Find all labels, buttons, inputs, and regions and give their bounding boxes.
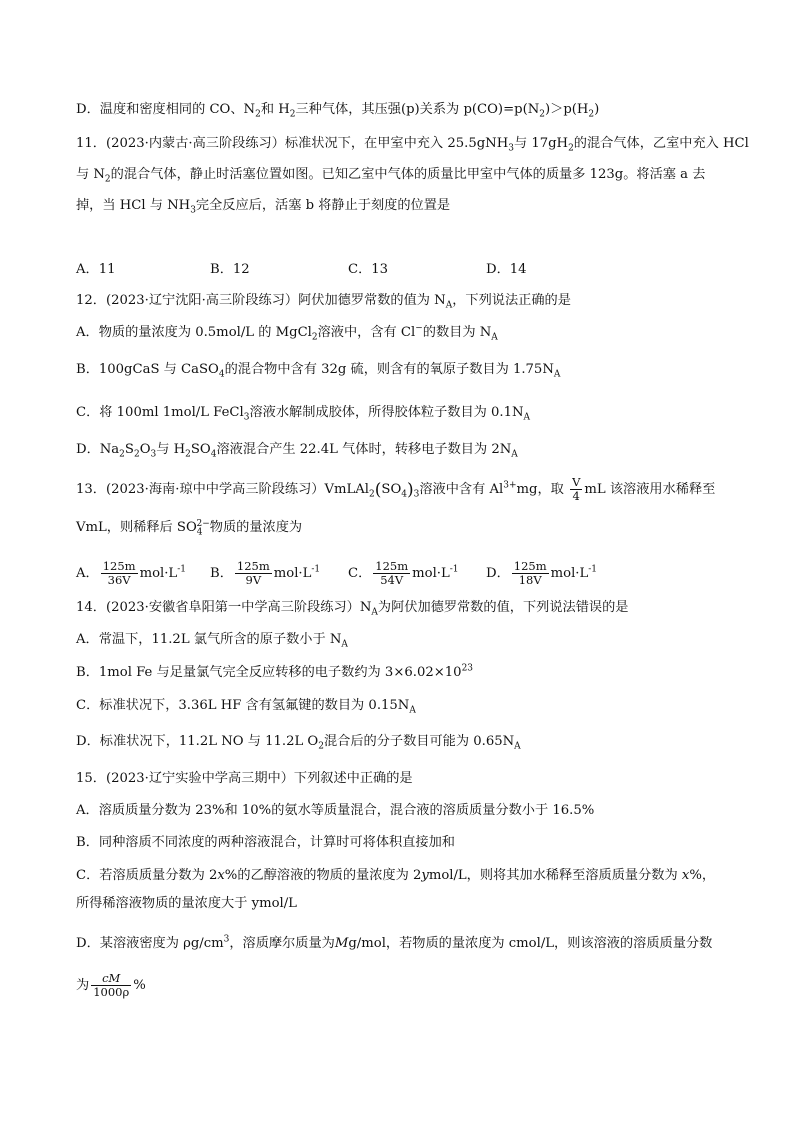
q13-fraction-v4: $\frac{V}{4}$ [572,475,581,503]
q12-option-a: A．物质的量浓度为 0.5mol/L 的 MgCl$_2$溶液中，含有 Cl−的数目为 $N_A$ [76,323,498,343]
q15-option-d-line1: D．某溶液密度为 $\rho g/cm^3$，溶质摩尔质量为Mg/mol，若物质的量浓度为 cmol/L，则该溶液的溶质质量分数 [76,934,713,951]
q11-option-b: B．12 [210,262,250,277]
q14-option-b: B．1mol Fe 与足量氯气完全反应转移的电子数约为 $3\times 6.02\times 10^{23}$ [76,663,474,680]
q15-stem: 15．(2023·辽宁实验中学高三期中）下列叙述中正确的是 [76,771,413,786]
q14-stem: 14．(2023·安徽省阜阳第一中学高三阶段练习）$N_A$为阿伏加德罗常数的值，下列说法错误的是 [76,600,629,618]
q12-option-d: D．$Na_2S_2O_3$与 $H_2SO_4$溶液混合产生 22.4L 气体时，转移电子数目为 $2N_A$ [76,442,518,460]
q13-option-d: D． $\frac{125m}{18V}$ $mol\cdot L^{-1}$ [486,559,598,587]
q13-stem-line2: VmL，则稀释后 $SO_4^{2-}$物质的量浓度为 [76,518,303,538]
q10-option-d: D．温度和密度相同的 CO、$N_2$和 $H_2$三种气体，其压强(p)关系为 $p(CO)=p(N_2)>p(H_2)$ [76,102,600,120]
q11-stem-line2: 与 $N_2$的混合气体，静止时活塞位置如图。已知乙室中气体的质量比甲室中气体的质量多 123g。将活塞 a 去 [76,167,706,185]
q12-option-b: B．100gCaS 与 CaSO$_4$的混合物中含有 32g 硫，则含有的氧原子数目为 $1.75N_A$ [76,362,561,380]
q11-stem-line3: 掉，当 HCl 与 $NH_3$完全反应后，活塞 b 将静止于刻度的位置是 [76,198,451,216]
q14-option-d: D．标准状况下，11.2L NO 与 11.2L $O_2$混合后的分子数目可能为 $0.65N_A$ [76,734,521,752]
q15-option-d-line2: 为 $\frac{cM}{1000\rho}$ % [76,971,146,999]
q11-option-a: A．11 [76,262,116,277]
q15-option-a: A．溶质质量分数为 23%和 10%的氨水等质量混合，混合液的溶质质量分数小于 16.5% [76,803,595,818]
q13-option-b: B． $\frac{125m}{9V}$ $mol\cdot L^{-1}$ [210,559,321,587]
q11-option-c: C．13 [348,262,389,277]
q12-stem: 12．(2023·辽宁沈阳·高三阶段练习）阿伏加德罗常数的值为 $N_A$，下列说法正确的是 [76,293,571,311]
q11-stem-line1: 11．(2023·内蒙古·高三阶段练习）标准状况下，在甲室中充入 25.5gNH$_3$与 $17gH_2$的混合气体，乙室中充入 HCl [76,136,749,154]
q15-option-c-line2: 所得稀溶液物质的量浓度大于 ymol/L [76,896,297,911]
q14-option-a: A．常温下，11.2L 氯气所含的原子数小于 $N_A$ [76,632,348,650]
q15-option-c-line1: C．若溶质质量分数为 2x%的乙醇溶液的物质的量浓度为 2ymol/L，则将其加水稀释至溶质质量分数为 x%， [76,868,716,883]
q11-option-d: D．14 [486,262,527,277]
q13-option-c: C． $\frac{125m}{54V}$ $mol\cdot L^{-1}$ [348,559,459,587]
q15-fraction-cm-1000rho: $\frac{cM}{1000\rho}$ [93,971,130,999]
q13-stem-line1: 13．(2023·海南·琼中中学高三阶段练习）$VmLAl_2(SO_4)_3$溶液中含有 $Al^{3+}mg$，取 $\frac{V}{4}$ mL 该溶液用水稀释至 [76,475,716,503]
q15-option-b: B．同种溶质不同浓度的两种溶液混合，计算时可将体积直接加和 [76,835,455,850]
q14-option-c: C．标准状况下，3.36L HF 含有氢氟键的数目为 $0.15N_A$ [76,698,416,716]
q12-option-c: C．将 100ml 1mol/L FeCl$_3$溶液水解制成胶体，所得胶体粒子数目为 $0.1N_A$ [76,405,531,423]
q13-option-a: A． $\frac{125m}{36V}$ $mol\cdot L^{-1}$ [76,559,186,587]
